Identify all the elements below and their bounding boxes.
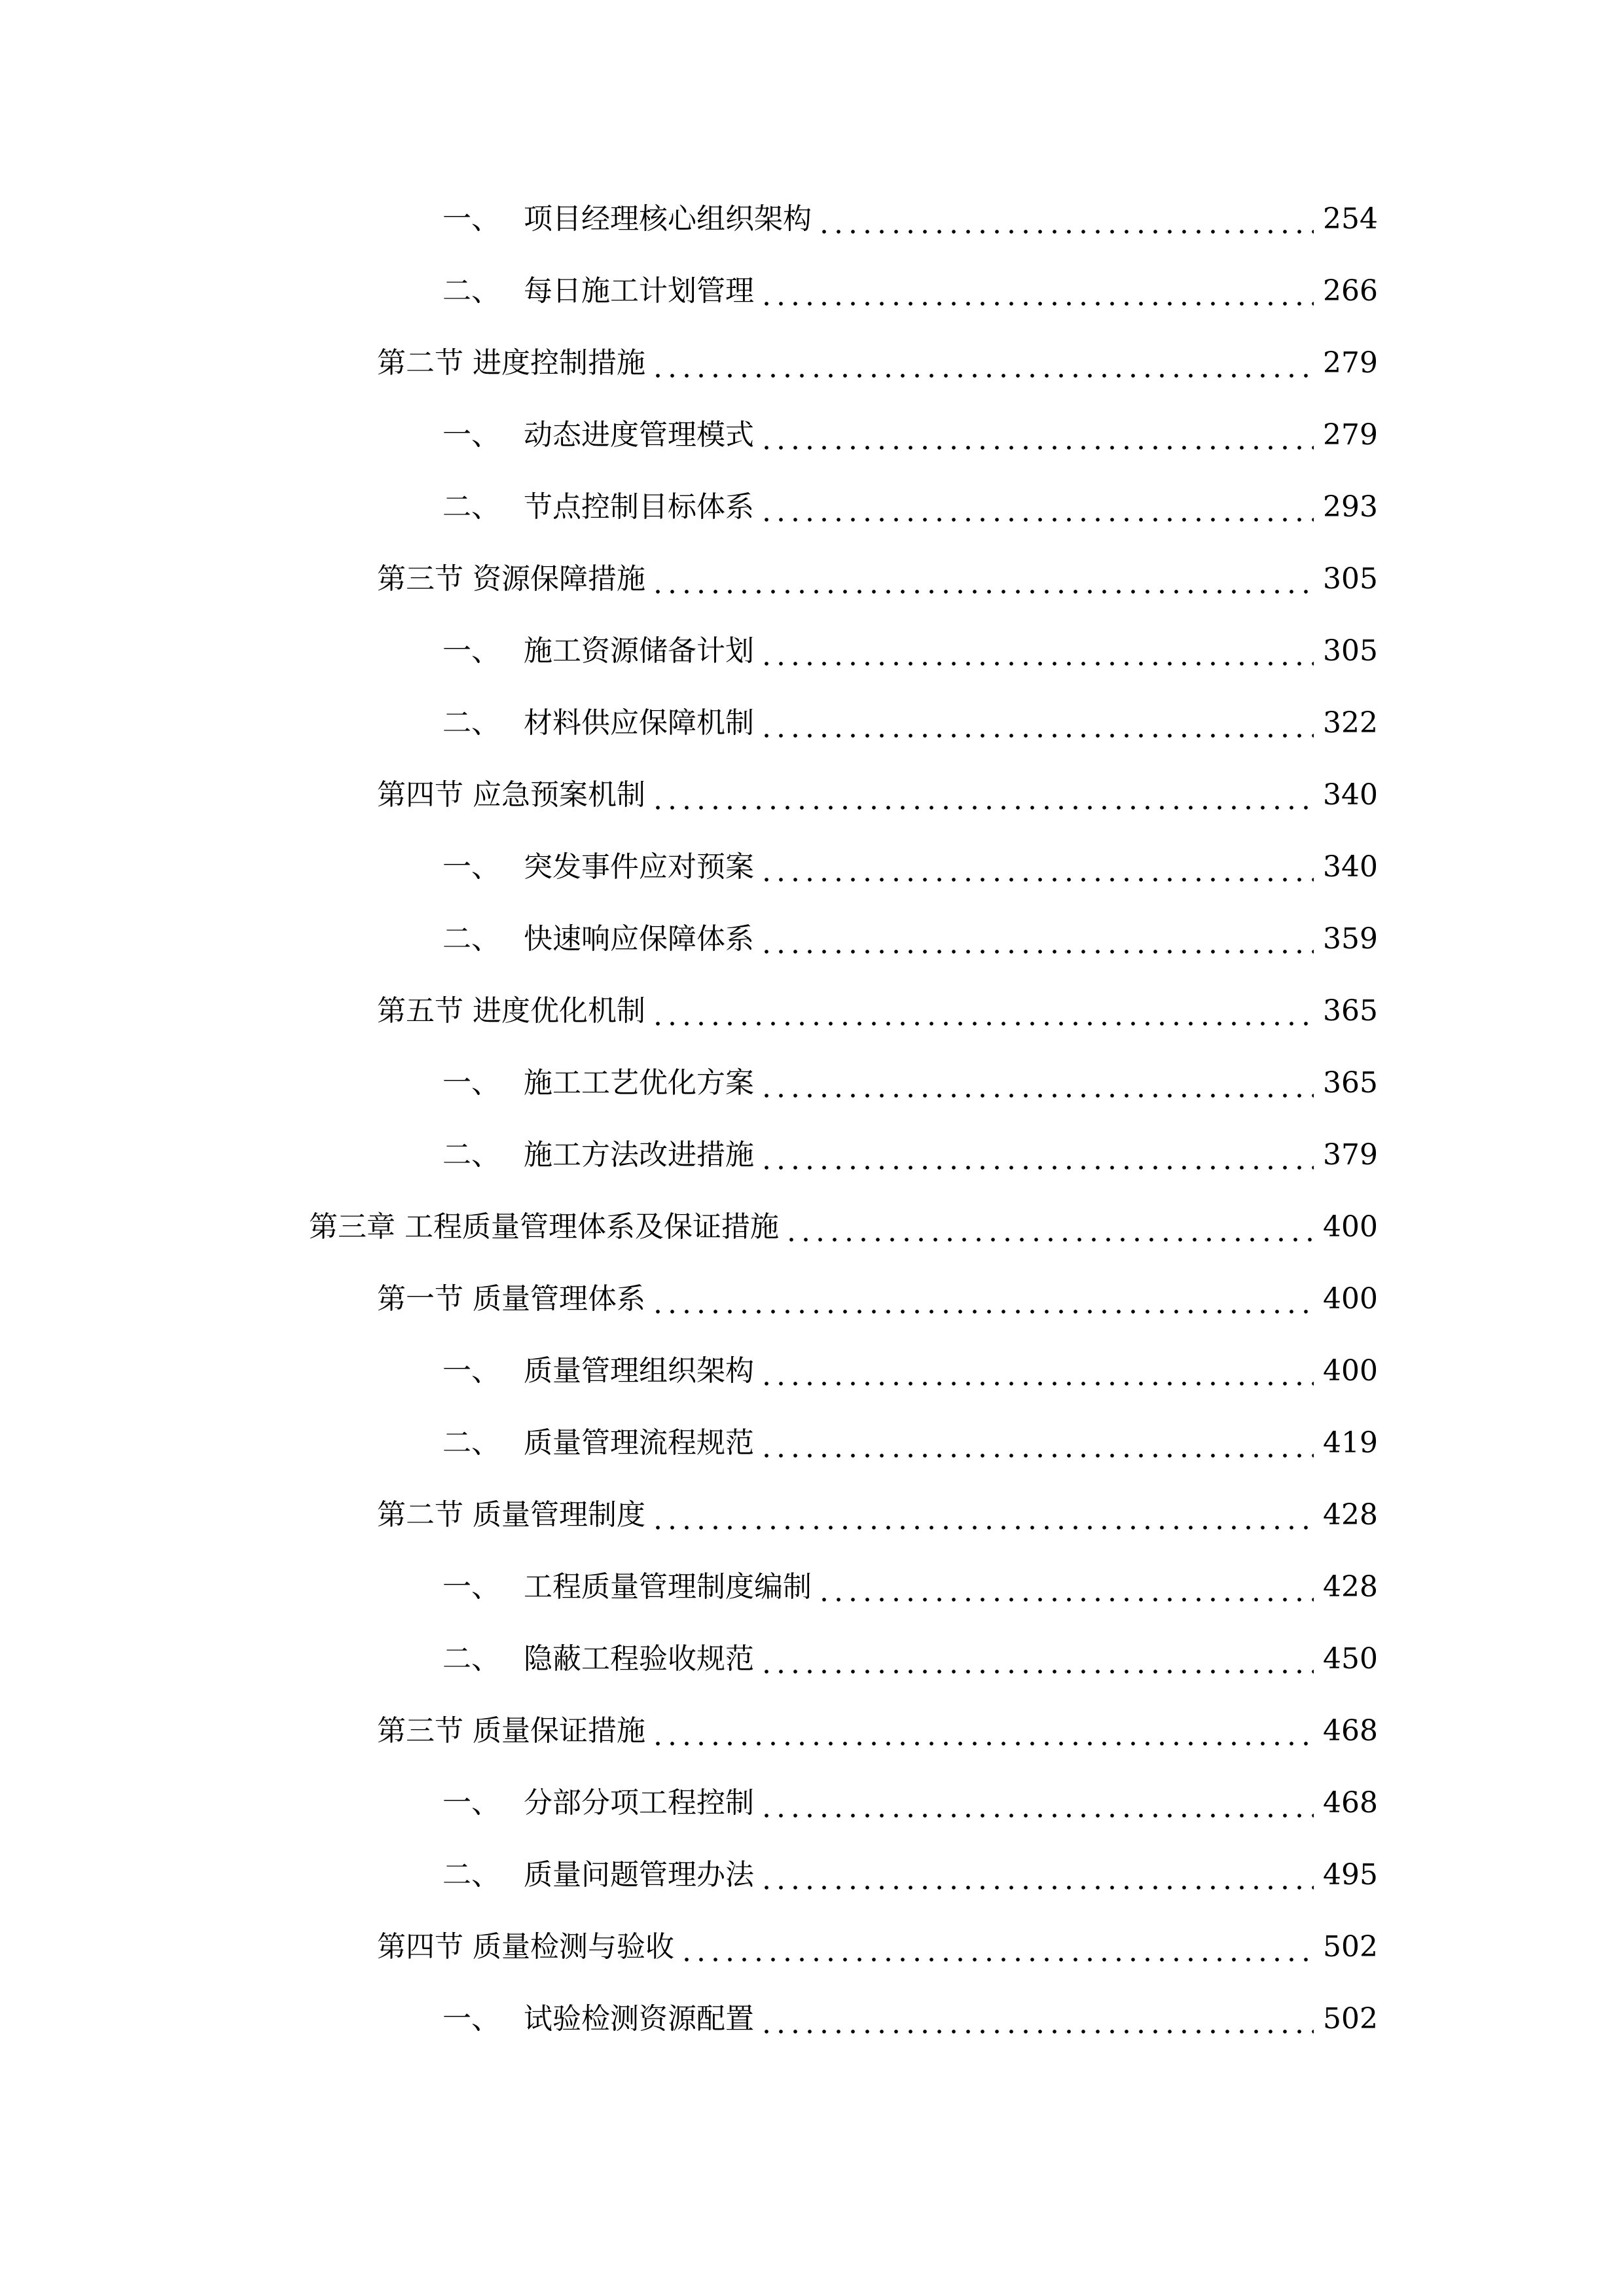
toc-entry-title: 工程质量管理制度编制 — [524, 1570, 812, 1604]
toc-entry-page-number: 428 — [1323, 1498, 1378, 1532]
toc-entry-number: 二、 — [442, 490, 500, 524]
dot-leader — [759, 709, 1314, 738]
toc-entry-text — [377, 1282, 645, 1316]
toc-entry-text — [442, 1570, 812, 1604]
toc-entry-page-number: 365 — [1323, 1066, 1378, 1100]
toc-entry-text — [442, 1138, 754, 1172]
toc-entry-item[interactable] — [0, 1551, 1624, 1623]
dot-leader — [759, 2005, 1314, 2034]
toc-entry-item[interactable] — [0, 1839, 1624, 1911]
dot-leader — [759, 421, 1314, 450]
dot-leader — [651, 1501, 1314, 1530]
dot-leader — [651, 349, 1314, 378]
toc-entry-section[interactable] — [0, 1263, 1624, 1335]
dot-leader — [759, 493, 1314, 522]
toc-entry-item[interactable] — [0, 255, 1624, 327]
toc-entry-title: 动态进度管理模式 — [524, 418, 754, 452]
toc-entry-title: 进度控制措施 — [473, 346, 645, 380]
toc-entry-title: 资源保障措施 — [473, 562, 645, 596]
dot-leader — [759, 1141, 1314, 1170]
toc-entry-section[interactable] — [0, 327, 1624, 399]
dot-leader — [759, 853, 1314, 882]
toc-entry-item[interactable] — [0, 471, 1624, 543]
toc-entry-text — [442, 1354, 754, 1388]
toc-entry-text — [377, 346, 645, 380]
dot-leader — [759, 1429, 1314, 1458]
toc-entry-item[interactable] — [0, 1407, 1624, 1479]
toc-entry-title: 每日施工计划管理 — [524, 274, 754, 308]
toc-entry-page-number: 293 — [1323, 490, 1378, 524]
toc-entry-text — [377, 994, 645, 1028]
dot-leader — [651, 1285, 1314, 1314]
toc-entry-number: 二、 — [442, 1642, 500, 1676]
toc-entry-item[interactable] — [0, 831, 1624, 903]
toc-entry-title: 应急预案机制 — [473, 778, 645, 812]
toc-entry-page-number: 400 — [1323, 1210, 1378, 1244]
toc-entry-title: 工程质量管理体系及保证措施 — [405, 1210, 779, 1244]
toc-entry-text — [442, 1642, 754, 1676]
dot-leader — [817, 1573, 1314, 1602]
toc-entry-number: 第二节 — [377, 346, 463, 380]
toc-entry-section[interactable] — [0, 1911, 1624, 1983]
toc-entry-number: 一、 — [442, 1786, 500, 1820]
toc-entry-page-number: 468 — [1323, 1786, 1378, 1820]
toc-entry-section[interactable] — [0, 1695, 1624, 1767]
dot-leader — [817, 205, 1314, 234]
toc-entry-page-number: 400 — [1323, 1282, 1378, 1316]
toc-entry-page-number: 305 — [1323, 634, 1378, 668]
toc-entry-section[interactable] — [0, 543, 1624, 615]
toc-entry-item[interactable] — [0, 1623, 1624, 1695]
toc-entry-title: 隐蔽工程验收规范 — [524, 1642, 754, 1676]
dot-leader — [759, 1861, 1314, 1890]
toc-entry-text — [309, 1210, 779, 1244]
toc-entry-page-number: 365 — [1323, 994, 1378, 1028]
toc-entry-number: 二、 — [442, 1138, 500, 1172]
table-of-contents — [0, 183, 1624, 2055]
dot-leader — [651, 781, 1314, 810]
toc-entry-text — [442, 418, 754, 452]
dot-leader — [759, 1069, 1314, 1098]
toc-entry-item[interactable] — [0, 1767, 1624, 1839]
toc-entry-page-number: 279 — [1323, 346, 1378, 380]
toc-entry-number: 一、 — [442, 850, 500, 884]
dot-leader — [759, 1357, 1314, 1386]
toc-entry-title: 施工工艺优化方案 — [524, 1066, 754, 1100]
toc-entry-section[interactable] — [0, 1479, 1624, 1551]
toc-entry-number: 二、 — [442, 1426, 500, 1460]
toc-entry-title: 质量检测与验收 — [473, 1930, 674, 1964]
toc-entry-number: 一、 — [442, 202, 500, 236]
toc-entry-number: 二、 — [442, 274, 500, 308]
toc-entry-number: 一、 — [442, 2002, 500, 2036]
dot-leader — [759, 925, 1314, 954]
dot-leader — [651, 997, 1314, 1026]
dot-leader — [651, 565, 1314, 594]
toc-entry-number: 第一节 — [377, 1282, 463, 1316]
toc-entry-item[interactable] — [0, 687, 1624, 759]
toc-entry-page-number: 254 — [1323, 202, 1378, 236]
dot-leader — [679, 1933, 1314, 1962]
toc-entry-text — [377, 1930, 674, 1964]
toc-entry-title: 节点控制目标体系 — [524, 490, 754, 524]
toc-entry-text — [442, 922, 754, 956]
toc-entry-text — [377, 562, 645, 596]
toc-entry-title: 施工方法改进措施 — [524, 1138, 754, 1172]
toc-entry-title: 质量管理体系 — [473, 1282, 645, 1316]
dot-leader — [651, 1717, 1314, 1746]
toc-entry-text — [442, 1858, 754, 1892]
dot-leader — [759, 637, 1314, 666]
toc-entry-section[interactable] — [0, 759, 1624, 831]
toc-entry-title: 项目经理核心组织架构 — [524, 202, 812, 236]
toc-entry-title: 质量管理流程规范 — [524, 1426, 754, 1460]
toc-entry-number: 一、 — [442, 1570, 500, 1604]
toc-entry-page-number: 428 — [1323, 1570, 1378, 1604]
toc-entry-title: 材料供应保障机制 — [524, 706, 754, 740]
toc-entry-page-number: 400 — [1323, 1354, 1378, 1388]
toc-entry-page-number: 419 — [1323, 1426, 1378, 1460]
toc-entry-page-number: 468 — [1323, 1714, 1378, 1748]
toc-entry-text — [377, 1498, 645, 1532]
toc-entry-title: 质量问题管理办法 — [524, 1858, 754, 1892]
dot-leader — [759, 277, 1314, 306]
toc-entry-text — [442, 706, 754, 740]
toc-entry-title: 突发事件应对预案 — [524, 850, 754, 884]
toc-entry-title: 快速响应保障体系 — [524, 922, 754, 956]
toc-entry-number: 一、 — [442, 1066, 500, 1100]
toc-entry-chapter[interactable] — [0, 1191, 1624, 1263]
toc-entry-number: 第四节 — [377, 778, 463, 812]
toc-entry-title: 施工资源储备计划 — [524, 634, 754, 668]
toc-entry-page-number: 279 — [1323, 418, 1378, 452]
toc-entry-item[interactable] — [0, 1983, 1624, 2055]
toc-entry-title: 质量保证措施 — [473, 1714, 645, 1748]
toc-entry-title: 试验检测资源配置 — [524, 2002, 754, 2036]
dot-leader — [784, 1213, 1314, 1242]
toc-entry-item[interactable] — [0, 1047, 1624, 1119]
toc-entry-text — [442, 850, 754, 884]
toc-entry-item[interactable] — [0, 1335, 1624, 1407]
toc-entry-number: 第二节 — [377, 1498, 463, 1532]
toc-entry-text — [442, 634, 754, 668]
toc-entry-number: 第四节 — [377, 1930, 463, 1964]
toc-entry-text — [442, 1786, 754, 1820]
toc-entry-number: 一、 — [442, 1354, 500, 1388]
toc-entry-item[interactable] — [0, 1119, 1624, 1191]
toc-entry-number: 第三节 — [377, 1714, 463, 1748]
toc-entry-title: 进度优化机制 — [473, 994, 645, 1028]
toc-entry-page-number: 340 — [1323, 850, 1378, 884]
toc-entry-page-number: 495 — [1323, 1858, 1378, 1892]
toc-entry-page-number: 379 — [1323, 1138, 1378, 1172]
toc-entry-text — [442, 490, 754, 524]
toc-entry-item[interactable] — [0, 903, 1624, 975]
toc-entry-number: 一、 — [442, 418, 500, 452]
toc-entry-text — [442, 274, 754, 308]
toc-entry-number: 第三章 — [309, 1210, 395, 1244]
toc-entry-number: 二、 — [442, 1858, 500, 1892]
toc-entry-text — [377, 1714, 645, 1748]
toc-entry-page-number: 502 — [1323, 2002, 1378, 2036]
toc-entry-text — [442, 2002, 754, 2036]
dot-leader — [759, 1645, 1314, 1674]
toc-entry-text — [377, 778, 645, 812]
toc-entry-page-number: 266 — [1323, 274, 1378, 308]
toc-entry-item[interactable] — [0, 615, 1624, 687]
toc-entry-title: 质量管理制度 — [473, 1498, 645, 1532]
toc-entry-page-number: 450 — [1323, 1642, 1378, 1676]
toc-entry-text — [442, 202, 812, 236]
toc-entry-page-number: 359 — [1323, 922, 1378, 956]
toc-entry-text — [442, 1426, 754, 1460]
toc-entry-page-number: 502 — [1323, 1930, 1378, 1964]
toc-entry-page-number: 322 — [1323, 706, 1378, 740]
toc-entry-section[interactable] — [0, 975, 1624, 1047]
dot-leader — [759, 1789, 1314, 1818]
toc-entry-number: 二、 — [442, 922, 500, 956]
toc-entry-number: 一、 — [442, 634, 500, 668]
toc-entry-item[interactable] — [0, 399, 1624, 471]
toc-entry-title: 分部分项工程控制 — [524, 1786, 754, 1820]
toc-entry-number: 二、 — [442, 706, 500, 740]
toc-entry-page-number: 305 — [1323, 562, 1378, 596]
toc-entry-number: 第五节 — [377, 994, 463, 1028]
toc-entry-item[interactable] — [0, 183, 1624, 255]
toc-entry-number: 第三节 — [377, 562, 463, 596]
toc-entry-title: 质量管理组织架构 — [524, 1354, 754, 1388]
toc-entry-page-number: 340 — [1323, 778, 1378, 812]
toc-entry-text — [442, 1066, 754, 1100]
